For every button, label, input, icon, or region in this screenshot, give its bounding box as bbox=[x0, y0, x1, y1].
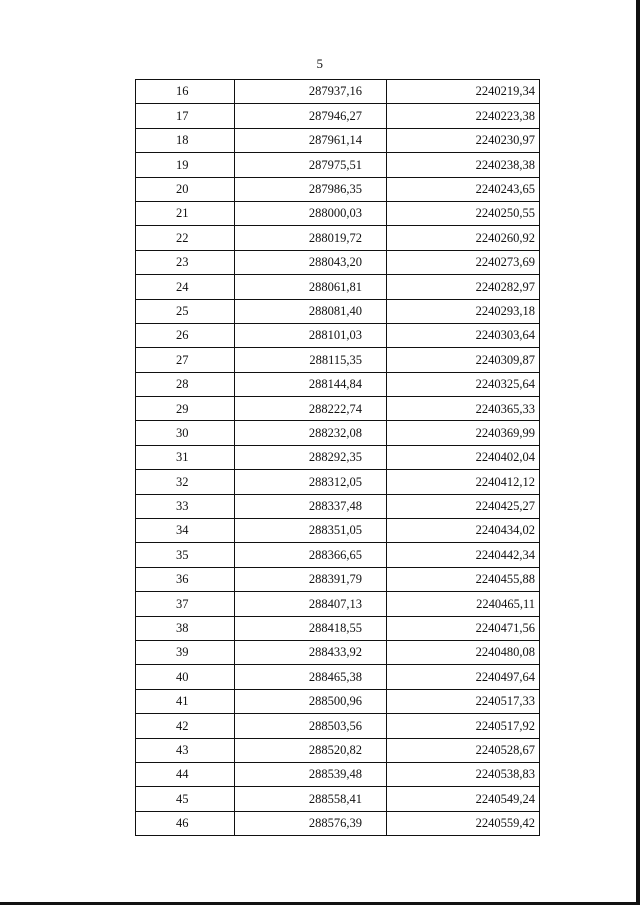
table-row bbox=[136, 153, 540, 177]
point-number-cell: 29 bbox=[136, 397, 235, 421]
y-coordinate-cell: 2240250,55 bbox=[387, 201, 540, 225]
table-row bbox=[136, 592, 540, 616]
y-coordinate-cell: 2240365,33 bbox=[387, 397, 540, 421]
x-coordinate-cell: 288351,05 bbox=[235, 519, 387, 543]
x-coordinate-cell: 288232,08 bbox=[235, 421, 387, 445]
x-coordinate-cell: 288043,20 bbox=[235, 250, 387, 274]
point-number-cell: 40 bbox=[136, 665, 235, 689]
page-number: 5 bbox=[316, 56, 324, 71]
x-coordinate-cell: 288144,84 bbox=[235, 372, 387, 396]
x-coordinate-cell: 288312,05 bbox=[235, 470, 387, 494]
y-coordinate-cell: 2240293,18 bbox=[387, 299, 540, 323]
x-coordinate-cell: 288500,96 bbox=[235, 689, 387, 713]
page-edge-right bbox=[636, 0, 640, 905]
table-row bbox=[136, 226, 540, 250]
y-coordinate-cell: 2240325,64 bbox=[387, 372, 540, 396]
table-row bbox=[136, 201, 540, 225]
table-row bbox=[136, 323, 540, 347]
x-coordinate-cell: 288407,13 bbox=[235, 592, 387, 616]
y-coordinate-cell: 2240223,38 bbox=[387, 104, 540, 128]
table-row bbox=[136, 445, 540, 469]
y-coordinate-cell: 2240465,11 bbox=[387, 592, 540, 616]
point-number-cell: 46 bbox=[136, 811, 235, 835]
x-coordinate-cell: 288115,35 bbox=[235, 348, 387, 372]
x-coordinate-cell: 288366,65 bbox=[235, 543, 387, 567]
y-coordinate-cell: 2240309,87 bbox=[387, 348, 540, 372]
table-row bbox=[136, 275, 540, 299]
x-coordinate-cell: 288101,03 bbox=[235, 323, 387, 347]
y-coordinate-cell: 2240230,97 bbox=[387, 128, 540, 152]
table-row bbox=[136, 104, 540, 128]
point-number-cell: 17 bbox=[136, 104, 235, 128]
table-row bbox=[136, 665, 540, 689]
x-coordinate-cell: 288222,74 bbox=[235, 397, 387, 421]
y-coordinate-cell: 2240282,97 bbox=[387, 275, 540, 299]
y-coordinate-cell: 2240455,88 bbox=[387, 567, 540, 591]
table-row bbox=[136, 494, 540, 518]
table-row bbox=[136, 689, 540, 713]
x-coordinate-cell: 287961,14 bbox=[235, 128, 387, 152]
table-row bbox=[136, 567, 540, 591]
x-coordinate-cell: 288337,48 bbox=[235, 494, 387, 518]
table-row bbox=[136, 787, 540, 811]
y-coordinate-cell: 2240273,69 bbox=[387, 250, 540, 274]
x-coordinate-cell: 288465,38 bbox=[235, 665, 387, 689]
point-number-cell: 22 bbox=[136, 226, 235, 250]
table-row bbox=[136, 250, 540, 274]
y-coordinate-cell: 2240412,12 bbox=[387, 470, 540, 494]
point-number-cell: 28 bbox=[136, 372, 235, 396]
coordinates-table bbox=[135, 79, 540, 836]
point-number-cell: 35 bbox=[136, 543, 235, 567]
y-coordinate-cell: 2240497,64 bbox=[387, 665, 540, 689]
y-coordinate-cell: 2240442,34 bbox=[387, 543, 540, 567]
coordinates-table-body bbox=[136, 80, 540, 836]
point-number-cell: 20 bbox=[136, 177, 235, 201]
point-number-cell: 16 bbox=[136, 80, 235, 104]
table-row bbox=[136, 177, 540, 201]
x-coordinate-cell: 288539,48 bbox=[235, 762, 387, 786]
x-coordinate-cell: 288061,81 bbox=[235, 275, 387, 299]
point-number-cell: 38 bbox=[136, 616, 235, 640]
point-number-cell: 33 bbox=[136, 494, 235, 518]
table-row bbox=[136, 372, 540, 396]
table-row bbox=[136, 470, 540, 494]
x-coordinate-cell: 288019,72 bbox=[235, 226, 387, 250]
x-coordinate-cell: 288081,40 bbox=[235, 299, 387, 323]
x-coordinate-cell: 287946,27 bbox=[235, 104, 387, 128]
table-row bbox=[136, 397, 540, 421]
point-number-cell: 25 bbox=[136, 299, 235, 323]
x-coordinate-cell: 288558,41 bbox=[235, 787, 387, 811]
y-coordinate-cell: 2240559,42 bbox=[387, 811, 540, 835]
x-coordinate-cell: 287986,35 bbox=[235, 177, 387, 201]
y-coordinate-cell: 2240425,27 bbox=[387, 494, 540, 518]
table-row bbox=[136, 299, 540, 323]
table-row bbox=[136, 128, 540, 152]
y-coordinate-cell: 2240528,67 bbox=[387, 738, 540, 762]
point-number-cell: 19 bbox=[136, 153, 235, 177]
y-coordinate-cell: 2240517,92 bbox=[387, 714, 540, 738]
point-number-cell: 44 bbox=[136, 762, 235, 786]
table-row bbox=[136, 762, 540, 786]
y-coordinate-cell: 2240517,33 bbox=[387, 689, 540, 713]
x-coordinate-cell: 288520,82 bbox=[235, 738, 387, 762]
y-coordinate-cell: 2240369,99 bbox=[387, 421, 540, 445]
table-row bbox=[136, 80, 540, 104]
x-coordinate-cell: 288292,35 bbox=[235, 445, 387, 469]
x-coordinate-cell: 288391,79 bbox=[235, 567, 387, 591]
x-coordinate-cell: 288503,56 bbox=[235, 714, 387, 738]
point-number-cell: 39 bbox=[136, 640, 235, 664]
point-number-cell: 37 bbox=[136, 592, 235, 616]
y-coordinate-cell: 2240243,65 bbox=[387, 177, 540, 201]
table-row bbox=[136, 616, 540, 640]
y-coordinate-cell: 2240260,92 bbox=[387, 226, 540, 250]
y-coordinate-cell: 2240238,38 bbox=[387, 153, 540, 177]
point-number-cell: 30 bbox=[136, 421, 235, 445]
y-coordinate-cell: 2240471,56 bbox=[387, 616, 540, 640]
y-coordinate-cell: 2240480,08 bbox=[387, 640, 540, 664]
point-number-cell: 45 bbox=[136, 787, 235, 811]
point-number-cell: 32 bbox=[136, 470, 235, 494]
point-number-cell: 18 bbox=[136, 128, 235, 152]
table-row bbox=[136, 543, 540, 567]
point-number-cell: 23 bbox=[136, 250, 235, 274]
x-coordinate-cell: 288418,55 bbox=[235, 616, 387, 640]
y-coordinate-cell: 2240402,04 bbox=[387, 445, 540, 469]
point-number-cell: 26 bbox=[136, 323, 235, 347]
point-number-cell: 41 bbox=[136, 689, 235, 713]
y-coordinate-cell: 2240434,02 bbox=[387, 519, 540, 543]
table-row bbox=[136, 738, 540, 762]
point-number-cell: 34 bbox=[136, 519, 235, 543]
table-row bbox=[136, 811, 540, 835]
x-coordinate-cell: 287937,16 bbox=[235, 80, 387, 104]
table-row bbox=[136, 519, 540, 543]
x-coordinate-cell: 288576,39 bbox=[235, 811, 387, 835]
point-number-cell: 36 bbox=[136, 567, 235, 591]
table-row bbox=[136, 421, 540, 445]
y-coordinate-cell: 2240219,34 bbox=[387, 80, 540, 104]
x-coordinate-cell: 288433,92 bbox=[235, 640, 387, 664]
table-row bbox=[136, 640, 540, 664]
point-number-cell: 24 bbox=[136, 275, 235, 299]
y-coordinate-cell: 2240549,24 bbox=[387, 787, 540, 811]
point-number-cell: 21 bbox=[136, 201, 235, 225]
table-row bbox=[136, 714, 540, 738]
point-number-cell: 42 bbox=[136, 714, 235, 738]
point-number-cell: 43 bbox=[136, 738, 235, 762]
point-number-cell: 31 bbox=[136, 445, 235, 469]
table-row bbox=[136, 348, 540, 372]
y-coordinate-cell: 2240303,64 bbox=[387, 323, 540, 347]
y-coordinate-cell: 2240538,83 bbox=[387, 762, 540, 786]
point-number-cell: 27 bbox=[136, 348, 235, 372]
x-coordinate-cell: 287975,51 bbox=[235, 153, 387, 177]
x-coordinate-cell: 288000,03 bbox=[235, 201, 387, 225]
